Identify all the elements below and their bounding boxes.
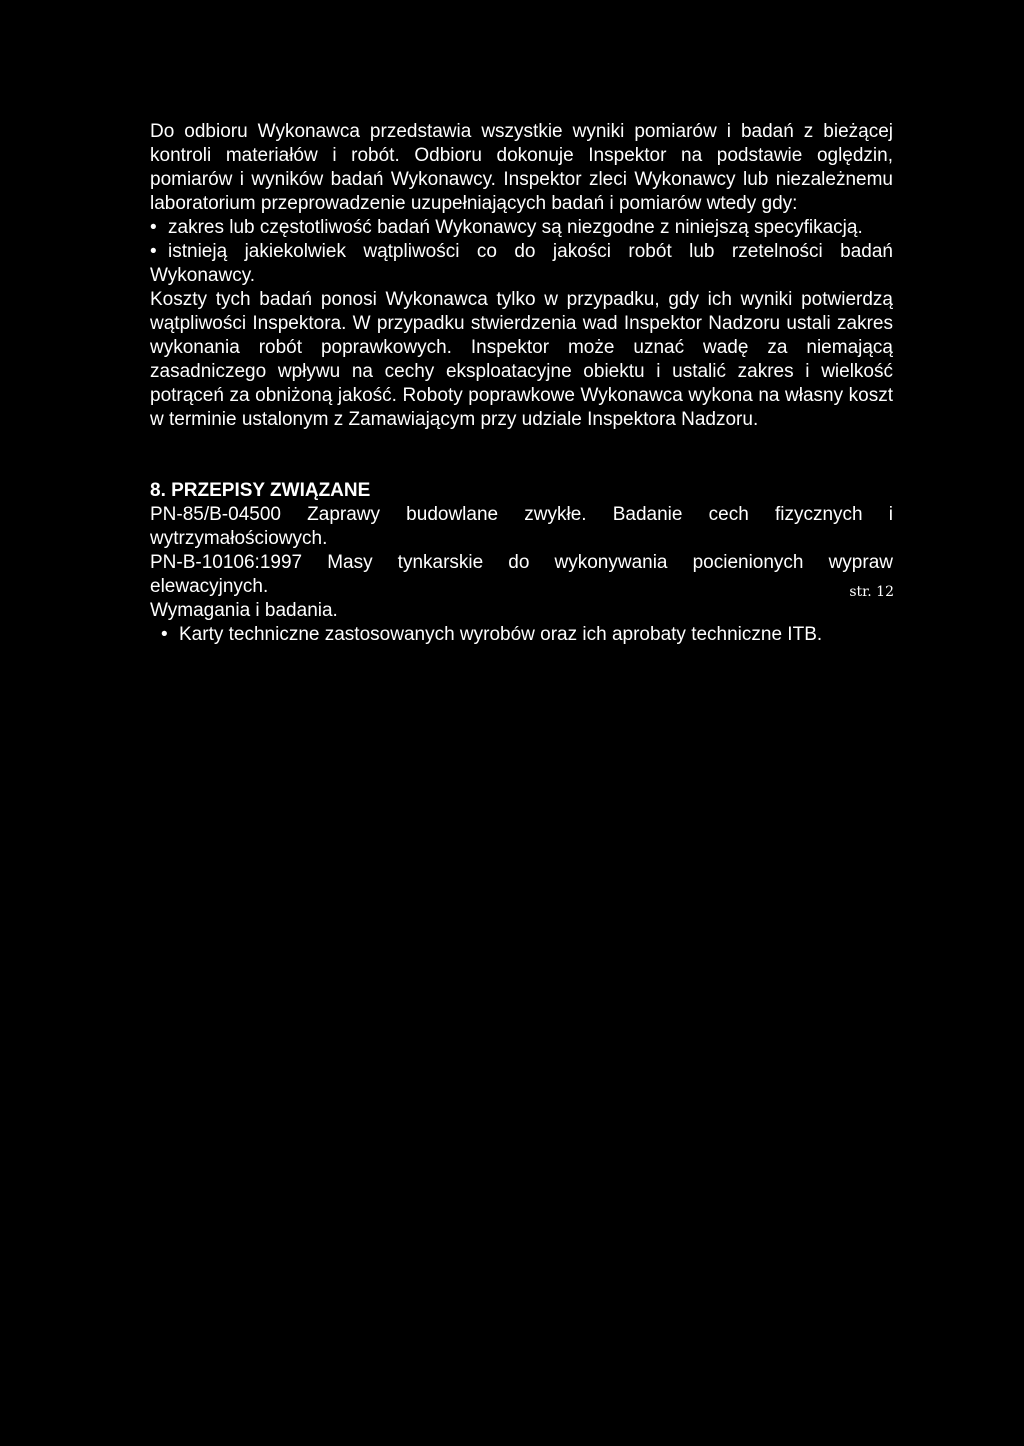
costs-paragraph: Koszty tych badań ponosi Wykonawca tylko w przypadku, gdy ich wyniki potwierdzą wątpliwości Inspektora. W przypadku stwierdzenia wad Inspektor Nadzoru ustali zakres wykonania robót poprawkowych. Inspektor może uznać wadę za niemającą zasadniczego wpływu na cechy eksploatacyjne obiektu i ustalić zakres i wielkość potrąceń za obniżoną jakość. Roboty poprawkowe Wykonawca wykona na własny koszt w terminie ustalonym z Zamawiającym przy udziale Inspektora Nadzoru.: [150, 289, 893, 430]
page-number: str. 12: [849, 584, 894, 600]
list-item-text: zakres lub częstotliwość badań Wykonawcy są niezgodne z niniejszą specyfikacją.: [168, 217, 863, 238]
inspection-conditions-list: [150, 216, 893, 288]
reference-item: Wymagania i badania.: [150, 600, 338, 621]
reference-item: PN-85/B-04500 Zaprawy budowlane zwykłe. Badanie cech fizycznych i wytrzymałościowych.: [150, 504, 893, 549]
bullet-icon: •: [161, 624, 168, 645]
section-title: 8. PRZEPISY ZWIĄZANE: [150, 480, 371, 501]
bullet-icon: •: [150, 241, 157, 262]
list-item: [150, 216, 893, 240]
reference-item: PN-B-10106:1997 Masy tynkarskie do wykonywania pocienionych wypraw elewacyjnych.: [150, 552, 893, 597]
list-item: [150, 240, 893, 288]
intro-paragraph: Do odbioru Wykonawca przedstawia wszystkie wyniki pomiarów i badań z bieżącej kontroli materiałów i robót. Odbioru dokonuje Inspektor na podstawie oględzin, pomiarów i wyników badań Wykonawcy. Inspektor zleci Wykonawcy lub niezależnemu laboratorium przeprowadzenie uzupełniających badań i pomiarów wtedy gdy:: [150, 121, 893, 214]
list-item-text: istnieją jakiekolwiek wątpliwości co do jakości robót lub rzetelności badań Wykonawcy.: [150, 241, 893, 286]
docs-item-text: Karty techniczne zastosowanych wyrobów oraz ich aprobaty techniczne ITB.: [179, 624, 823, 645]
docs-list-item: [150, 623, 893, 647]
document-page: [150, 120, 893, 647]
bullet-icon: •: [150, 217, 157, 238]
